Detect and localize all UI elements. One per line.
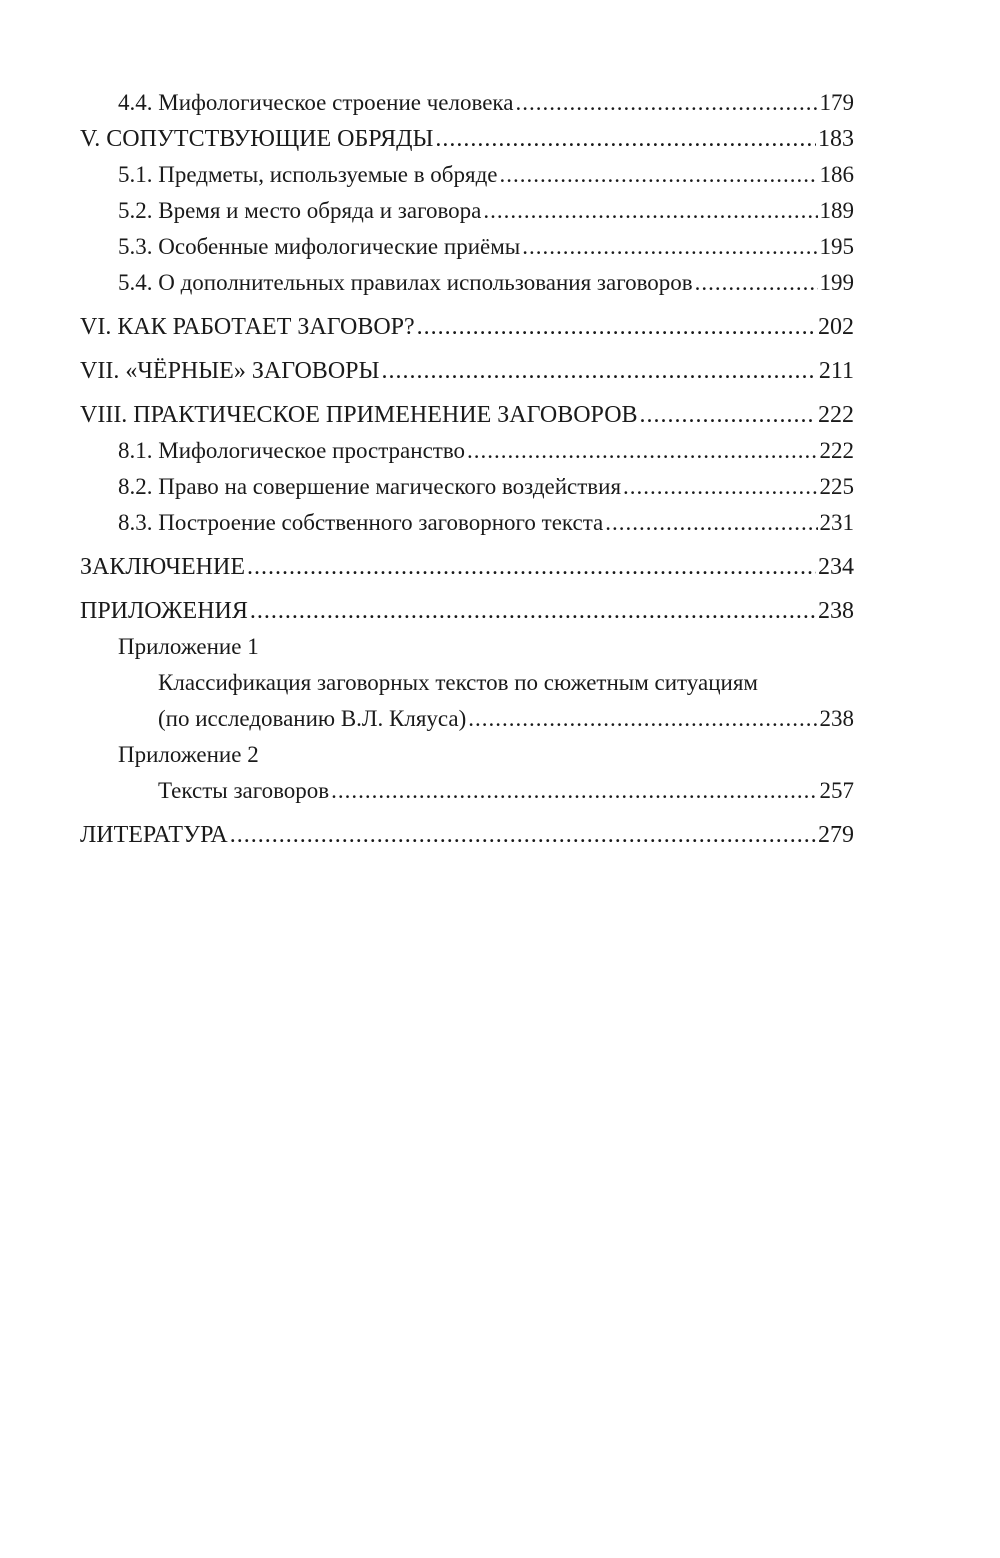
toc-leader-dots	[381, 356, 816, 386]
toc-entry-title: 5.1. Предметы, используемые в обряде	[118, 162, 498, 187]
toc-entry[interactable]	[80, 356, 854, 386]
toc-entry[interactable]	[80, 196, 854, 226]
toc-entry-title: 4.4. Мифологическое строение человека	[118, 90, 514, 115]
toc-entry[interactable]	[80, 400, 854, 430]
toc-entry-appendix-1[interactable]	[80, 632, 854, 662]
toc-entry[interactable]	[80, 160, 854, 190]
table-of-contents	[80, 88, 854, 850]
toc-entry-page: 279	[818, 822, 854, 848]
toc-leader-dots	[483, 196, 817, 226]
toc-entry[interactable]	[80, 88, 854, 118]
toc-leader-dots	[417, 312, 816, 342]
toc-entry-page: 211	[818, 358, 854, 384]
toc-leader-dots	[247, 552, 816, 582]
toc-entry-page: 202	[818, 314, 854, 340]
toc-entry-page: 231	[819, 510, 854, 535]
toc-entry-title: 8.3. Построение собственного заговорного текста	[118, 510, 604, 535]
toc-entry-page: 234	[818, 554, 854, 580]
toc-entry-page: 195	[819, 234, 854, 259]
toc-entry[interactable]	[80, 508, 854, 538]
toc-leader-dots	[695, 268, 818, 298]
toc-leader-dots	[467, 436, 817, 466]
toc-entry-title: V. СОПУТСТВУЮЩИЕ ОБРЯДЫ	[80, 126, 434, 152]
toc-entry[interactable]	[80, 268, 854, 298]
toc-entry-title: ЗАКЛЮЧЕНИЕ	[80, 554, 245, 580]
toc-entry-page: 238	[819, 706, 854, 731]
toc-entry-title: Классификация заговорных текстов по сюжетным ситуациям	[158, 670, 758, 695]
toc-entry-page: 189	[819, 198, 854, 223]
toc-leader-dots	[230, 820, 816, 850]
toc-entry-title: 5.4. О дополнительных правилах использования заговоров	[118, 270, 693, 295]
toc-leader-dots	[435, 124, 816, 154]
toc-leader-dots	[605, 508, 817, 538]
toc-entry[interactable]	[80, 776, 854, 806]
toc-entry-page: 183	[818, 126, 854, 152]
toc-entry[interactable]	[80, 820, 854, 850]
toc-entry-title: (по исследованию В.Л. Кляуса)	[158, 706, 467, 731]
toc-entry[interactable]	[80, 472, 854, 502]
toc-entry-appendix-1-line	[80, 668, 854, 698]
toc-leader-dots	[468, 704, 817, 734]
toc-entry-page: 199	[819, 270, 854, 295]
toc-entry-title: Тексты заговоров	[158, 778, 330, 803]
toc-leader-dots	[623, 472, 817, 502]
toc-entry-page: 222	[818, 402, 854, 428]
toc-entry-page: 179	[819, 90, 854, 115]
toc-entry-appendix-2[interactable]	[80, 740, 854, 770]
toc-leader-dots	[515, 88, 817, 118]
toc-entry-page: 238	[818, 598, 854, 624]
toc-entry[interactable]	[80, 704, 854, 734]
toc-entry[interactable]	[80, 312, 854, 342]
toc-leader-dots	[640, 400, 816, 430]
toc-leader-dots	[250, 596, 816, 626]
toc-entry[interactable]	[80, 232, 854, 262]
toc-entry-title: Приложение 1	[118, 634, 259, 659]
toc-entry-title: Приложение 2	[118, 742, 259, 767]
toc-entry-title: 5.3. Особенные мифологические приёмы	[118, 234, 521, 259]
toc-leader-dots	[500, 160, 818, 190]
toc-entry-title: VIII. ПРАКТИЧЕСКОЕ ПРИМЕНЕНИЕ ЗАГОВОРОВ	[80, 402, 638, 428]
toc-entry[interactable]	[80, 552, 854, 582]
toc-entry-page: 222	[819, 438, 854, 463]
toc-entry-page: 257	[819, 778, 854, 803]
toc-entry-title: ПРИЛОЖЕНИЯ	[80, 598, 248, 624]
toc-entry-title: 8.2. Право на совершение магического воздействия	[118, 474, 622, 499]
toc-entry[interactable]	[80, 596, 854, 626]
toc-entry[interactable]	[80, 436, 854, 466]
toc-entry[interactable]	[80, 124, 854, 154]
toc-entry-page: 225	[819, 474, 854, 499]
toc-entry-title: VI. КАК РАБОТАЕТ ЗАГОВОР?	[80, 314, 415, 340]
toc-leader-dots	[331, 776, 817, 806]
toc-entry-title: VII. «ЧЁРНЫЕ» ЗАГОВОРЫ	[80, 358, 380, 384]
toc-entry-title: 5.2. Время и место обряда и заговора	[118, 198, 482, 223]
toc-entry-page: 186	[819, 162, 854, 187]
toc-leader-dots	[522, 232, 817, 262]
toc-entry-title: ЛИТЕРАТУРА	[80, 822, 228, 848]
toc-entry-title: 8.1. Мифологическое пространство	[118, 438, 466, 463]
